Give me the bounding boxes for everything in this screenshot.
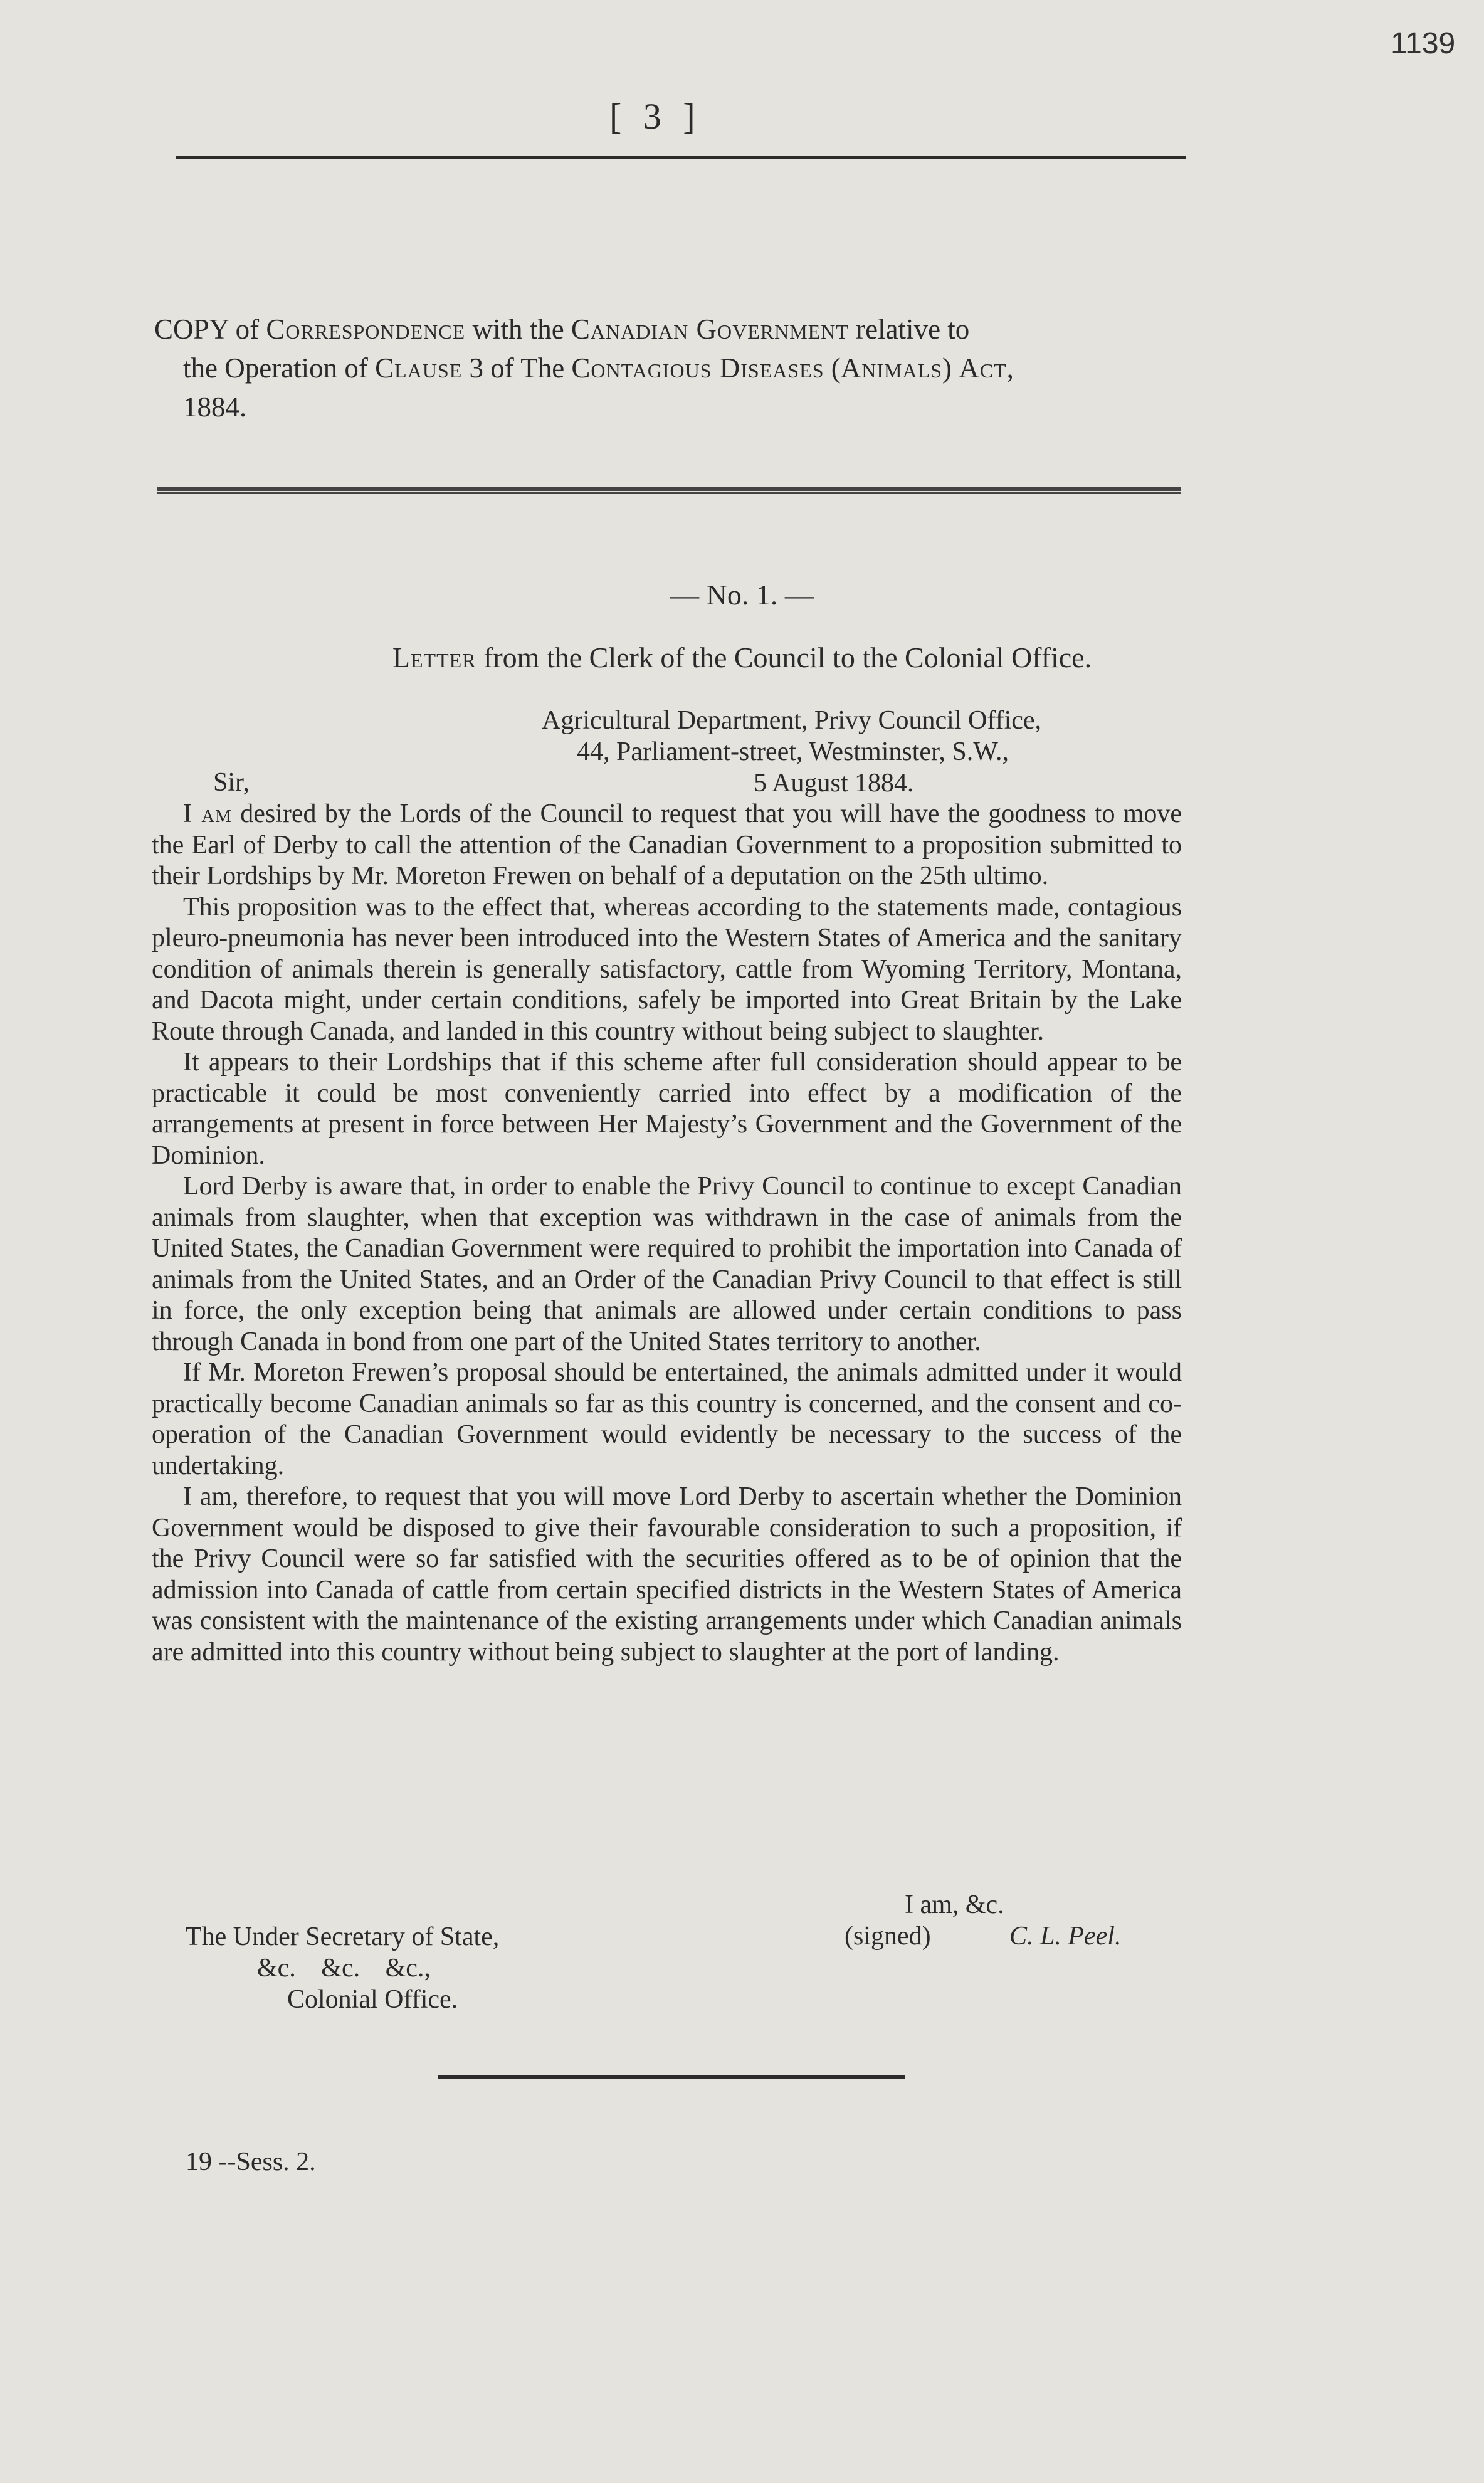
bottom-rule	[438, 2075, 905, 2079]
closing: I am, &c.	[905, 1890, 1004, 1919]
paragraph	[152, 799, 1182, 892]
title-word: Canadian Government	[571, 314, 849, 345]
paragraph-lead: I am	[183, 799, 232, 828]
paragraph-text: desired by the Lords of the Council to request that you will have the goodness to move the Earl of Derby to call the attention of the Canadian Government to a proposition submitted to their Lordships by Mr. Moreton Frewen on behalf of a deputation on the 25th ultimo.	[152, 799, 1182, 890]
page-number: 1139	[1391, 27, 1456, 60]
bracket-page-number: [ 3 ]	[609, 96, 702, 137]
paragraph: If Mr. Moreton Frewen’s proposal should be entertained, the animals admitted under it would practically become Canadian animals so far as this country is concerned, and the consent and co-operation of the Canadian Government would evidently be necessary to the success of the undertaking.	[152, 1358, 1182, 1480]
paragraph: I am, therefore, to request that you will move Lord Derby to ascertain whether the Dominion Government would be disposed to give their favourable consideration to such a proposition, if the Privy Council were so far satisfied with the securities offered as to be of opinion that the admission into Canada of cattle from certain specified districts in the Western States of America was consistent with the maintenance of the existing arrangements under which Canadian animals are admitted into this country without being subject to slaughter at the port of landing.	[152, 1482, 1182, 1667]
title-word: the Operation of	[183, 352, 368, 384]
title-word: Clause	[375, 352, 463, 384]
title-word: COPY of	[154, 314, 260, 345]
paragraph: It appears to their Lordships that if this scheme after full consideration should appear to be practicable it could be most conveniently carried into effect by a modification of the arrangements at present in force between Her Majesty’s Government and the Government of the Dominion.	[152, 1048, 1182, 1170]
double-rule	[157, 487, 1181, 491]
salutation: Sir,	[213, 768, 250, 797]
title-word: Correspondence	[266, 314, 466, 345]
recipient-line-2: &c. &c. &c.,	[257, 1954, 431, 1983]
title-word: (	[831, 352, 841, 384]
signature: C. L. Peel.	[1009, 1922, 1122, 1951]
document-number: — No. 1. —	[670, 579, 814, 611]
paragraph: This proposition was to the effect that, whereas according to the statements made, contagious pleuro-pneumonia has never been introduced into the Western States of America and the sanitary condition of animals therein is generally satisfactory, cattle from Wyoming Territory, Montana, and Dacota might, under certain conditions, safely be imported into Great Britain by the Lake Route through Canada, and landed in this country without being subject to slaughter.	[152, 892, 1182, 1046]
address-line-2: 44, Parliament-street, Westminster, S.W.,	[577, 737, 1009, 766]
footer-session: 19 --Sess. 2.	[186, 2148, 316, 2176]
heading-lead: Letter	[392, 641, 476, 673]
document-title	[154, 310, 1189, 426]
title-word: Contagious Diseases	[571, 352, 824, 384]
heading-rest: from the Clerk of the Council to the Colonial Office.	[476, 641, 1092, 673]
title-word: Animals	[840, 352, 942, 384]
title-word: Act,	[959, 352, 1014, 384]
letter-body	[152, 799, 1182, 1668]
letter-heading	[0, 641, 1484, 674]
paragraph: Lord Derby is aware that, in order to enable the Privy Council to continue to except Canadian animals from slaughter, when that exception was withdrawn in the case of animals from the United States, the Canadian Government were required to prohibit the importation into Canada of animals from the United States, and an Order of the Canadian Privy Council to that effect is still in force, the only exception being that animals are allowed under certain conditions to pass through Canada in bond from one part of the United States territory to another.	[152, 1172, 1182, 1356]
address-line-1: Agricultural Department, Privy Council Office,	[542, 706, 1042, 735]
recipient-line-1: The Under Secretary of State,	[186, 1922, 500, 1951]
title-word: 1884.	[183, 391, 247, 423]
signed-label: (signed)	[845, 1922, 931, 1951]
letter-date: 5 August 1884.	[754, 769, 914, 798]
title-word: relative to	[856, 314, 970, 345]
recipient-line-3: Colonial Office.	[287, 1985, 458, 2014]
title-word: 3 of The	[469, 352, 565, 384]
title-word: with the	[472, 314, 564, 345]
top-rule	[176, 156, 1186, 159]
title-word: )	[942, 352, 952, 384]
